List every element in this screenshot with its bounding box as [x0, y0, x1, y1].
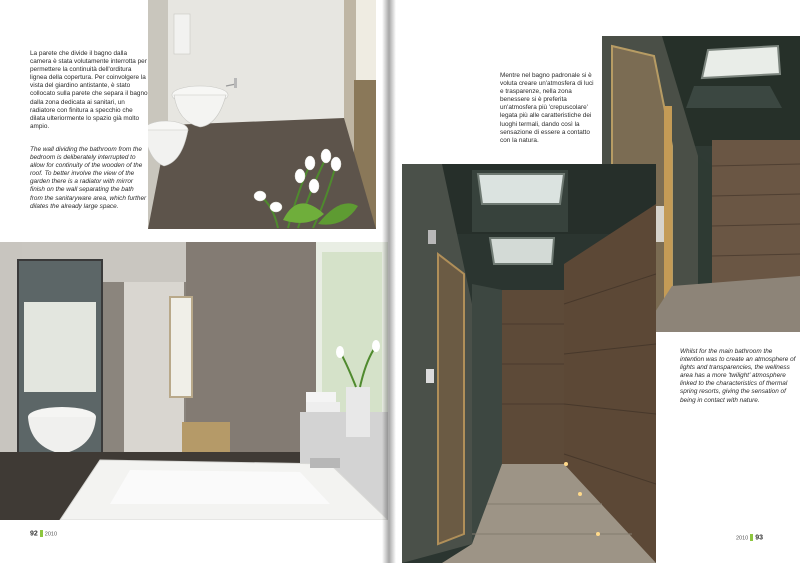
- accent-bar: [40, 530, 43, 537]
- left-page: [0, 0, 388, 563]
- page-number-left: [30, 530, 57, 537]
- wellness-corridor-photo-bottom: [402, 164, 656, 563]
- accent-bar: [750, 534, 753, 541]
- italian-caption-right: Mentre nel bagno padronale si è voluta creare un'atmosfera di luci e trasparenze, nella zona benessere si è preferita un'atmosfera più 'crepuscolare' legata più alle caratteristiche dei luoghi termali, dando così la sensazione di essere a contatto con la natura.: [500, 72, 594, 144]
- page-gutter: [382, 0, 396, 563]
- year-label: 2010: [44, 531, 58, 538]
- year-label: 2010: [736, 535, 749, 542]
- english-caption-left: The wall dividing the bathroom from the bedroom is deliberately interrupted to allow for continuity of the wooden of the roof. To better involve the view of the garden there is a radiator with mirror finish on the wall separating the bath from the sanitaryware area, which further dilates the already large space.: [30, 146, 147, 210]
- english-caption-right: Whilst for the main bathroom the intention was to create an atmosphere of lights and transparencies, the wellness area has a more 'twilight' atmosphere linked to the characteristics of thermal spring resorts, giving the sensation of being in contact with nature.: [680, 348, 796, 404]
- right-page: [388, 0, 800, 563]
- italian-caption-left: La parete che divide il bagno dalla camera è stata volutamente interrotta per permettere la continuità dell'orditura lignea della copertura. Per coinvolgere la vista del giardino antistante, è stato collocato sulla parete che separa il bagno dalla zona dedicata ai sanitari, un radiatore con finitura a specchio che dilata ulteriormente lo spazio già molto ampio.: [30, 50, 148, 130]
- page-number: 93: [755, 534, 764, 542]
- page-number-right: [736, 534, 763, 541]
- toilet-photo: [148, 0, 376, 229]
- bathroom-photo: [0, 242, 388, 520]
- page-number: 92: [30, 530, 38, 538]
